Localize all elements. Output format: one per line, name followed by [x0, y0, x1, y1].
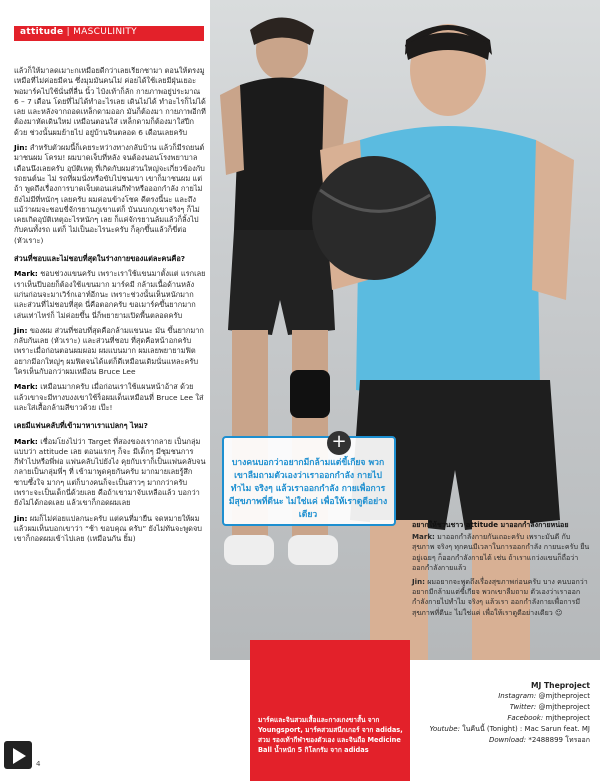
paragraph: Mark: เชื่อมโยงไปว่า Target ที่สองของเรากลาย เป็นกลุ่มแบบว่า attitude เลย ตอนแรกๆ ก็จะ มีเด็กๆ มีชุมชนการกีฬาไปหรือพี่พ่อ แฟนคลับไปยังไง คุยกับเราก็เป็นแฟนคลับจนกลายเป็นกลุ่มพี่ๆ ที่ เข้ามาพูดคุยกันครับ มากมายเลยรู้สึกซาบซึ้งใจ มากๆ แต่ก็บางคนก็จะเป็นสาวๆ มากกว่าครับ เพราะจะเป็นเด็กนี่ด้วยเลย คือถ้าเขามาจับเหลือแล้ว บอกว่ายังไม่ได้กอดเลย แล้วเขาก็กอดผมเลย [14, 436, 206, 508]
play-icon[interactable] [13, 748, 26, 764]
youtube-credit: Youtube: ในคืนนี้ (Tonight) : Mac Sarun feat. MJ [429, 725, 590, 733]
artist-name: MJ Theproject [530, 681, 590, 690]
paragraph: Jin: ผมอยากจะพูดถึงเรื่องสุขภาพก่อนครับ บาง คนบอกว่าอยากมีกล้ามแต่ขี้เกียจ พวกเขาลืมถาม ตัวเองว่าเราออกกำลังกายไปทำไม จริงๆ แล้วเรา ออกกำลังกายเพื่อการมีสุขภาพที่ดีนะ ไม่ใช่แค่ เพื่อให้เราดูดีอย่างเดียว ☺ [412, 577, 588, 617]
medicine-ball [312, 156, 436, 280]
twitter-credit: Twitter: @mjtheproject [509, 703, 590, 711]
page-number: 4 [36, 760, 41, 768]
paragraph: Mark: ชอบช่วงแขนครับ เพราะเราใช้แขนมาตั้งแต่ แรกเลย เราเห็นปีบอยก็ต้องใช้แขนมาก มาร์คมี กล้ามเนื้อด้านหลังแก่นก่อนจะมาเวิร์กเอาท์อีกนะ เพราะช่วงนั้นเห็นหนักมาก และส่วนที่ไม่ชอบที่สุด นี่คือตอกครับ ขอเมาร์คขึ้นยากมาก เล่นเท่าไหร่ก็ ไม่ค่อยขึ้น นี่ก็พยายามเปิดพื้นตลอดครับ [14, 269, 206, 320]
left-column-text [14, 66, 206, 549]
section-title: attitude | MASCULINITY [20, 27, 137, 37]
knee-brace [290, 370, 330, 418]
artist-credits [412, 680, 590, 746]
paragraph: แล้วก็ให้มาลดเมาะกเหมือยดีกว่าเลยเรียกชามา ตอนให้ตรงมูเหมือที่ไม่ค่อยมีคน ซึ่งมุมมันคนไม่ ค่อยได้ใช้เลยมีฝุ่นเยอะ พอมาร์คไปใช้นั่นที่ลื่น นิ้ว ไป๋งเท้าก็ลัก กายภาพอยู่ประมาณ 6 – 7 เดือน โดยที่ไม่ได้ทำอะไรเลย เดินไม่ได้ ทำอะไรก็ไม่ได้ เลย และหลังจากถอดเหล็กดามออก มันก็ต้องมา กายภาพอีกที ต้องมาหัดเดินใหม่ เหมือนตอนใส่ เหล็กดามก็ต้องมาใส่ปีกด้วย ช่วงนั้นผมย้ายไป อยู่บ้านจินตลอด 6 เดือนเลยครับ [14, 66, 206, 137]
back-model-arm [220, 85, 244, 175]
paragraph: Mark: มาออกกำลังกายกันเถอะครับ เพราะมันดี กับสุขภาพ จริงๆ ทุกคนมีเวลาในการออกกำลัง กายนะครับ ยืนอยู่เฉยๆ ก็ออกกำลังกายได้ เช่น ถ้าเราแกว่งแขนก็ถือว่าออกกำลังกายแล้ว [412, 532, 590, 572]
facebook-credit: Facebook: mjtheproject [507, 714, 590, 722]
plus-icon: + [327, 431, 351, 455]
photo-caption: มาร์คและจินสวมเสื้อและกางเกงขาสั้น จาก Youngsport, มาร์คสวมสนีกเกอร์ จาก adidas, สวม รองเท้ากีฬาของตัวเอง และจินถือ Medicine Ball น้ำหนัก 5 กิโลกรัม จาก adidas [258, 716, 403, 754]
paragraph: Jin: ของผม ส่วนที่ชอบที่สุดคือกล้ามแขนนะ มัน ขึ้นยากมาก กลับกันเลย (หัวเราะ) และส่วนที่ชอบ ที่สุดคือหน้าอกครับ เพราะเมื่อก่อนตอนผมผอม ผมแบนมาก ผมเลยพยายามฟิต อยากมีอกใหญ่ๆ ผมฟิตจนได้แต่ก็ดีเหมือนเดิมนั่นแหละครับ ใครเห็นกับอกว่าผมเหมือน Bruce Lee [14, 325, 204, 377]
caption-box [250, 640, 410, 781]
download-credit: Download: *2488899 โทรออก [488, 736, 590, 744]
sneaker [288, 535, 338, 565]
section-brand: attitude [20, 27, 64, 37]
front-model-arm [532, 140, 574, 300]
paragraph: Jin: สำหรับตัวผมนี้ก็เคยระหว่างทางกลับบ้าน แล้วก็มีรถยนต์มาชนผม โครม! ผมบาดเจ็บที่หลัง จนต้องนอนโรงพยาบาลเดือนนึงเลยครับ อุบัติเหตุ ที่เกิดกับผมส่วนใหญ่จะเกี่ยวข้องกับรถยนต์นะ ไม่ รถที่ผมนั่งหรือขับไปชนเขา เขาก็มาชนผม แต่ถ้า พูดถึงเรื่องการบาดเจ็บตอนเล่นกีฬาหรือออกกำลัง กายไม่ยังไม่มีที่หนักๆ เลยครับ ผมค่อนข้างโชค ดีตรงนี้นะ และถึงแม้ว่าผมจะชอบขี่จักรยานภูเขาแต่ก็ บันนบกภูเขาจริงๆ ก็ไม่เคยเกิดอุบัติเหตุอะไรหนักๆ เลย ก็แค่จักรยานล้มแล้วก็ลิ้งไปกับคนทั้งรถ แต่ก็ ไม่เป็นอะไรนะครับ ก็ลุกขึ้นแล้วก็ขี่ต่อ (หัวเราะ) [14, 143, 205, 245]
interview-question: ส่วนที่ชอบและไม่ชอบที่สุดในร่างกายของแต่ละคนคือ? [14, 254, 186, 264]
section-topic: MASCULINITY [73, 27, 137, 37]
paragraph: Jin: ผมก็ไม่ค่อยแปลกนะครับ แต่คนที่มายืน จดหมายให้ผม แล้วผมเห็นบอกเขาว่า “ช้า ขอบคุณ ครับ” ยังไม่ทันจะพูดจบเขาก็กอดผมเข้าไปเลย (เหมือนกัน ยิ้ม) [14, 513, 202, 544]
paragraph: Mark: เหมือนมากครับ เมื่อก่อนเราใช้แผนหน้าอ้าส ด้วย แล้วเขาจะมีทางบงงเขาใช้ร็อผมเด็นเหมือนที่ Bruce Lee ใส่ และใส่เสื้อกล้ามสีขาวด้วย เป๊ะ! [14, 382, 204, 412]
pull-quote: บางคนบอกว่าอยากมีกล้ามแต่ขี้เกียจ พวกเขาลืมถามตัวเองว่าเราออกกำลัง กายไปทำไม จริงๆ แล้วเราออกกำลัง กายเพื่อการมีสุขภาพที่ดีนะ ไม่ใช่แค่ เพื่อให้เราดูดีอย่างเดียว [228, 458, 388, 520]
interview-question: เคยมีแฟนคลับที่เข้ามาหาเราแปลกๆ ไหม? [14, 421, 148, 431]
interview-question: อยากให้ชวนชาว attitude มาออกกำลังกายหน่อย [412, 520, 569, 529]
right-column-text [412, 520, 590, 622]
instagram-credit: Instagram: @mjtheproject [498, 692, 590, 700]
sneaker [224, 535, 274, 565]
